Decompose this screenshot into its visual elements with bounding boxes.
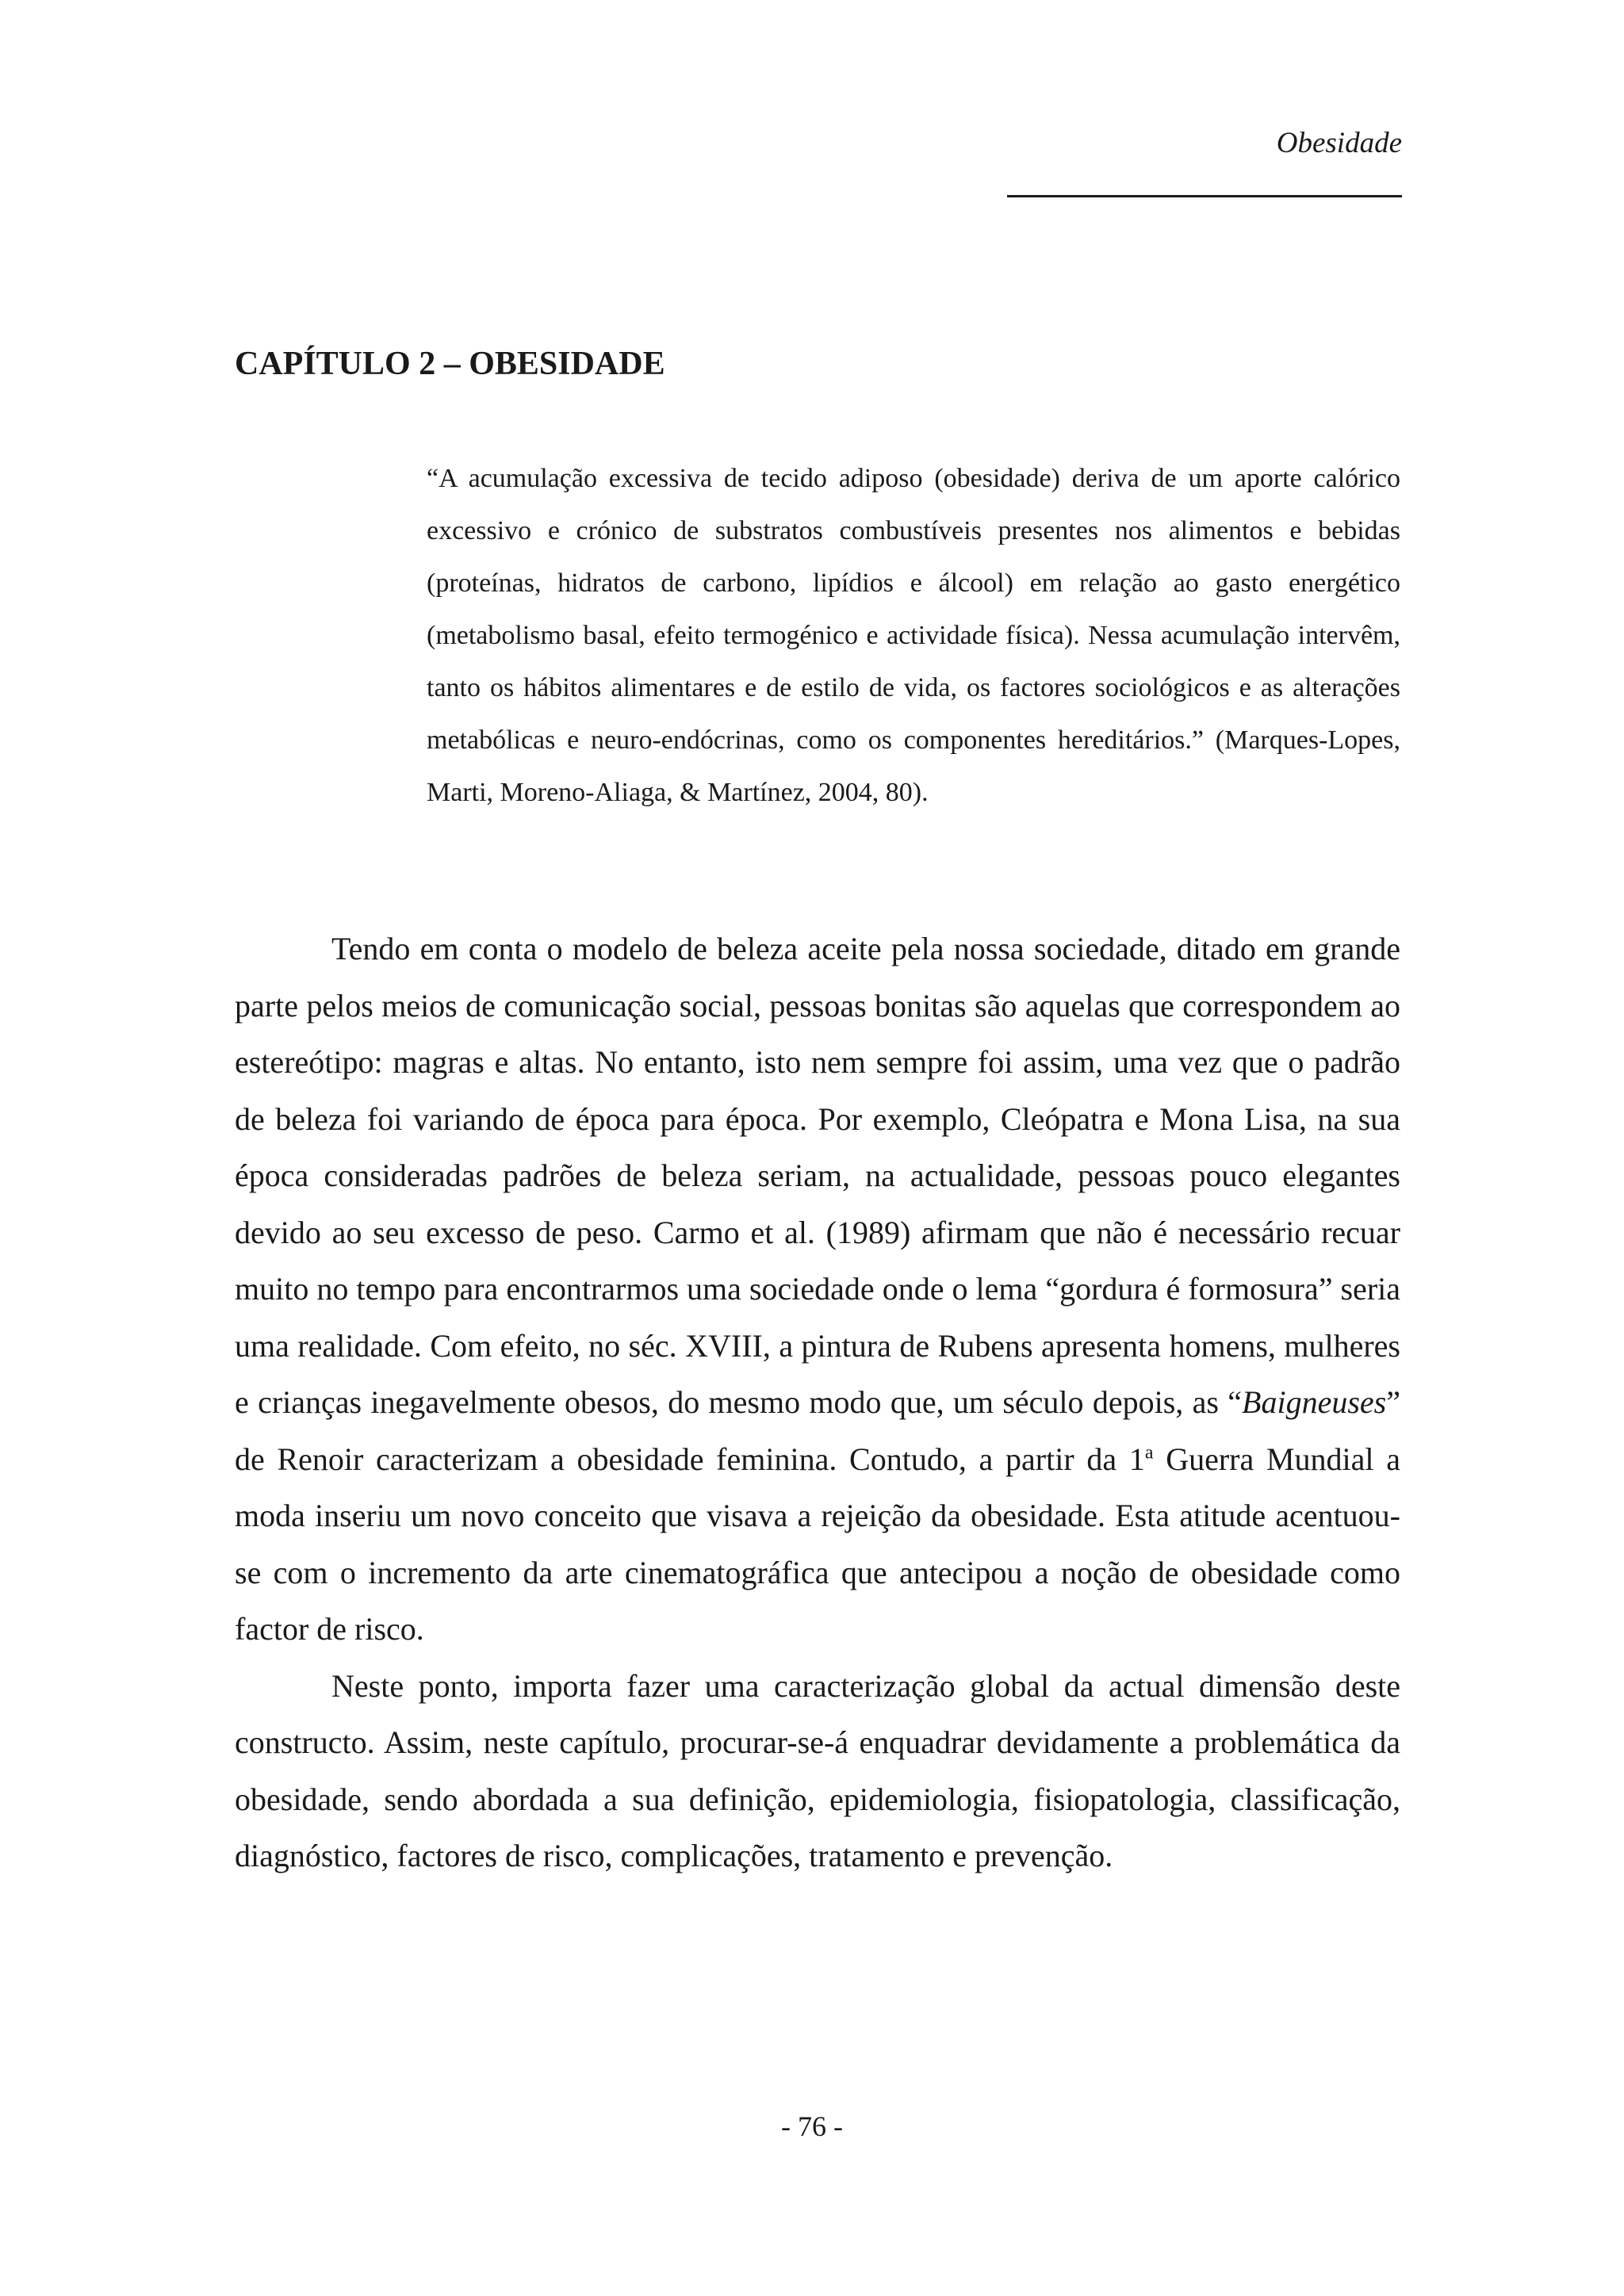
header-rule	[1007, 195, 1402, 197]
running-header: Obesidade	[1276, 127, 1402, 159]
paragraph-1-part-1: Tendo em conta o modelo de beleza aceite pela nossa sociedade, ditado em grande parte pelos meios de comunicação social, pessoas bonitas são aquelas que correspondem ao estereótipo: magras e altas. No entanto, isto nem sempre foi assim, uma vez que o padrão de beleza foi variando de época para época. Por exemplo, Cleópatra e Mona Lisa, na sua época consideradas padrões de beleza seriam, na actualidade, pessoas pouco elegantes devido ao seu excesso de peso. Carmo et al. (1989) afirmam que não é necessário recuar muito no tempo para encontrarmos uma sociedade onde o lema “gordura é formosura” seria uma realidade. Com efeito, no séc. XVIII, a pintura de Rubens apresenta homens, mulheres e crianças inegavelmente obesos, do mesmo modo que, um século depois, as “	[235, 931, 1400, 1420]
paragraph-1	[235, 920, 1400, 1658]
block-quote: “A acumulação excessiva de tecido adiposo (obesidade) deriva de um aporte calórico excessivo e crónico de substratos combustíveis presentes nos alimentos e bebidas (proteínas, hidratos de carbono, lipídios e álcool) em relação ao gasto energético (metabolismo basal, efeito termogénico e actividade física). Nessa acumulação intervêm, tanto os hábitos alimentares e de estilo de vida, os factores sociológicos e as alterações metabólicas e neuro-endócrinas, como os componentes hereditários.” (Marques-Lopes, Marti, Moreno-Aliaga, & Martínez, 2004, 80).	[427, 464, 1400, 807]
italic-title-baigneuses: Baigneuses	[1242, 1384, 1387, 1420]
chapter-title: CAPÍTULO 2 – OBESIDADE	[235, 346, 665, 382]
paragraph-1-part-3: Guerra Mundial a moda inseriu um novo conceito que visava a rejeição da obesidade. Esta atitude acentuou-se com o incremento da arte cinematográfica que antecipou a noção de obesidade como factor de risco.	[235, 1441, 1400, 1647]
paragraph-1-part-2: ” de Renoir caracterizam a obesidade feminina. Contudo, a partir da 1	[235, 1384, 1400, 1477]
page-number: - 76 -	[781, 2110, 843, 2142]
paragraph-2: Neste ponto, importa fazer uma caracterização global da actual dimensão deste constructo. Assim, neste capítulo, procurar-se-á enquadrar devidamente a problemática da obesidade, sendo abordada a sua definição, epidemiologia, fisiopatologia, classificação, diagnóstico, factores de risco, complicações, tratamento e prevenção.	[235, 1667, 1400, 1873]
ordinal-superscript: a	[1144, 1442, 1154, 1464]
body-text	[235, 920, 1400, 1885]
